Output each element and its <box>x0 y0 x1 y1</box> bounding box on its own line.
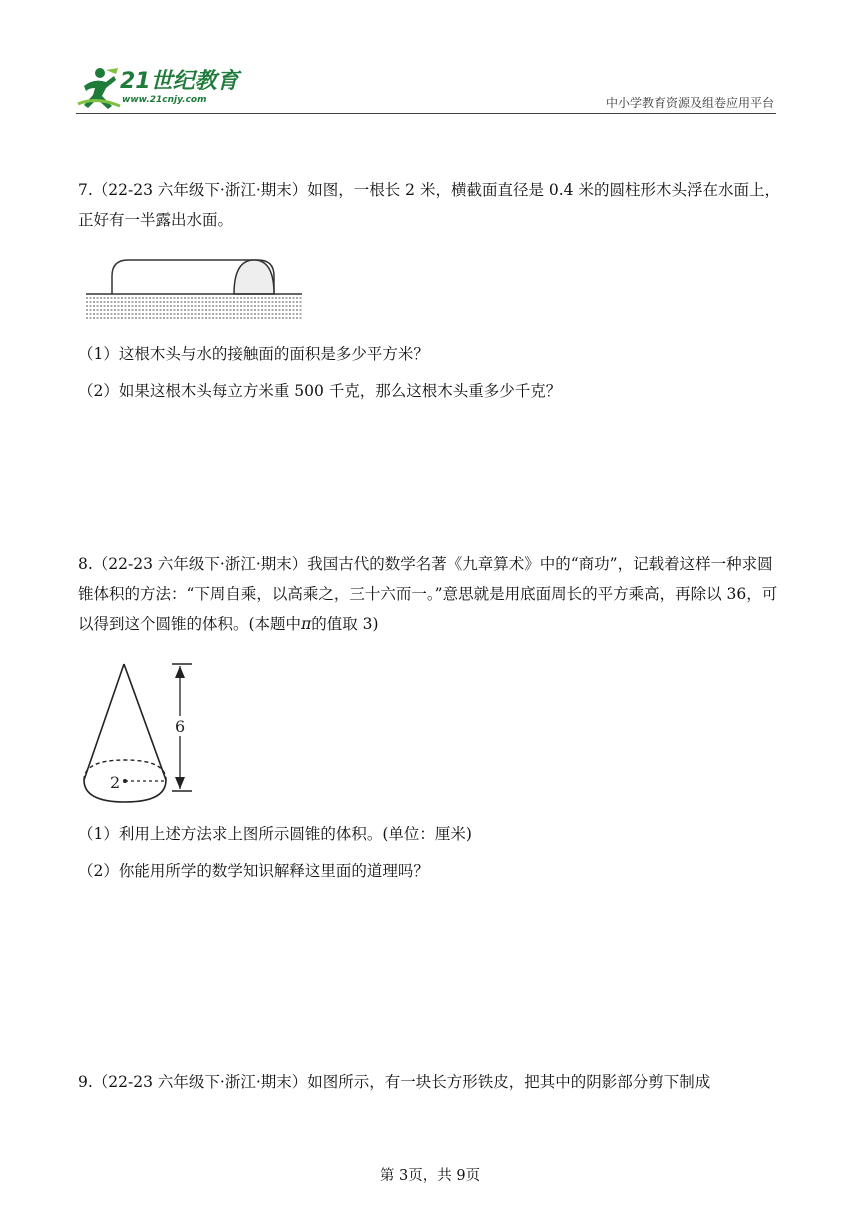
floating-log-figure <box>84 256 314 326</box>
q7-sub2: （2）如果这根木头每立方米重 500 千克，那么这根木头重多少千克？ <box>78 382 562 400</box>
header-divider <box>76 113 776 114</box>
q8-sub1: （1）利用上述方法求上图所示圆锥的体积。(单位：厘米) <box>78 825 472 843</box>
q9-text: 9.（22-23 六年级下·浙江·期末）如图所示，有一块长方形铁皮，把其中的阴影部分剪下制成 <box>78 1073 711 1091</box>
page-number: 第 3页，共 9页 <box>379 1168 481 1184</box>
q8-text-main: 8.（22-23 六年级下·浙江·期末）我国古代的数学名著《九章算术》中的“商功”，记载着这样一种求圆锥体积的方法：“下周自乘，以高乘之，三十六而一。”意思就是用底面周长的平方乘高，再除以 36，可以得到这个圆锥的体积。(本题中 <box>78 555 778 633</box>
logo-url: www.21cnjy.com <box>122 95 207 105</box>
q7-sub1: （1）这根木头与水的接触面的面积是多少平方米？ <box>78 345 429 363</box>
cone-figure <box>80 660 210 810</box>
q8-sub2: （2）你能用所学的数学知识解释这里面的道理吗？ <box>78 862 429 880</box>
pi-symbol: π <box>301 615 312 633</box>
page-header <box>0 0 860 120</box>
q7-text: 7.（22-23 六年级下·浙江·期末）如图，一根长 2 米，横截面直径是 0.4 米的圆柱形木头浮在水面上，正好有一半露出水面。 <box>78 181 780 229</box>
q8-text <box>78 549 788 639</box>
logo-text: 21世纪教育 <box>120 69 239 94</box>
logo <box>76 66 256 114</box>
cone-radius-label: 2 <box>110 773 121 792</box>
cone-height-label: 6 <box>175 717 186 736</box>
q8-text-end: 的值取 3) <box>311 615 379 633</box>
platform-name: 中小学教育资源及组卷应用平台 <box>605 96 774 110</box>
runner-logo-icon <box>76 66 120 112</box>
